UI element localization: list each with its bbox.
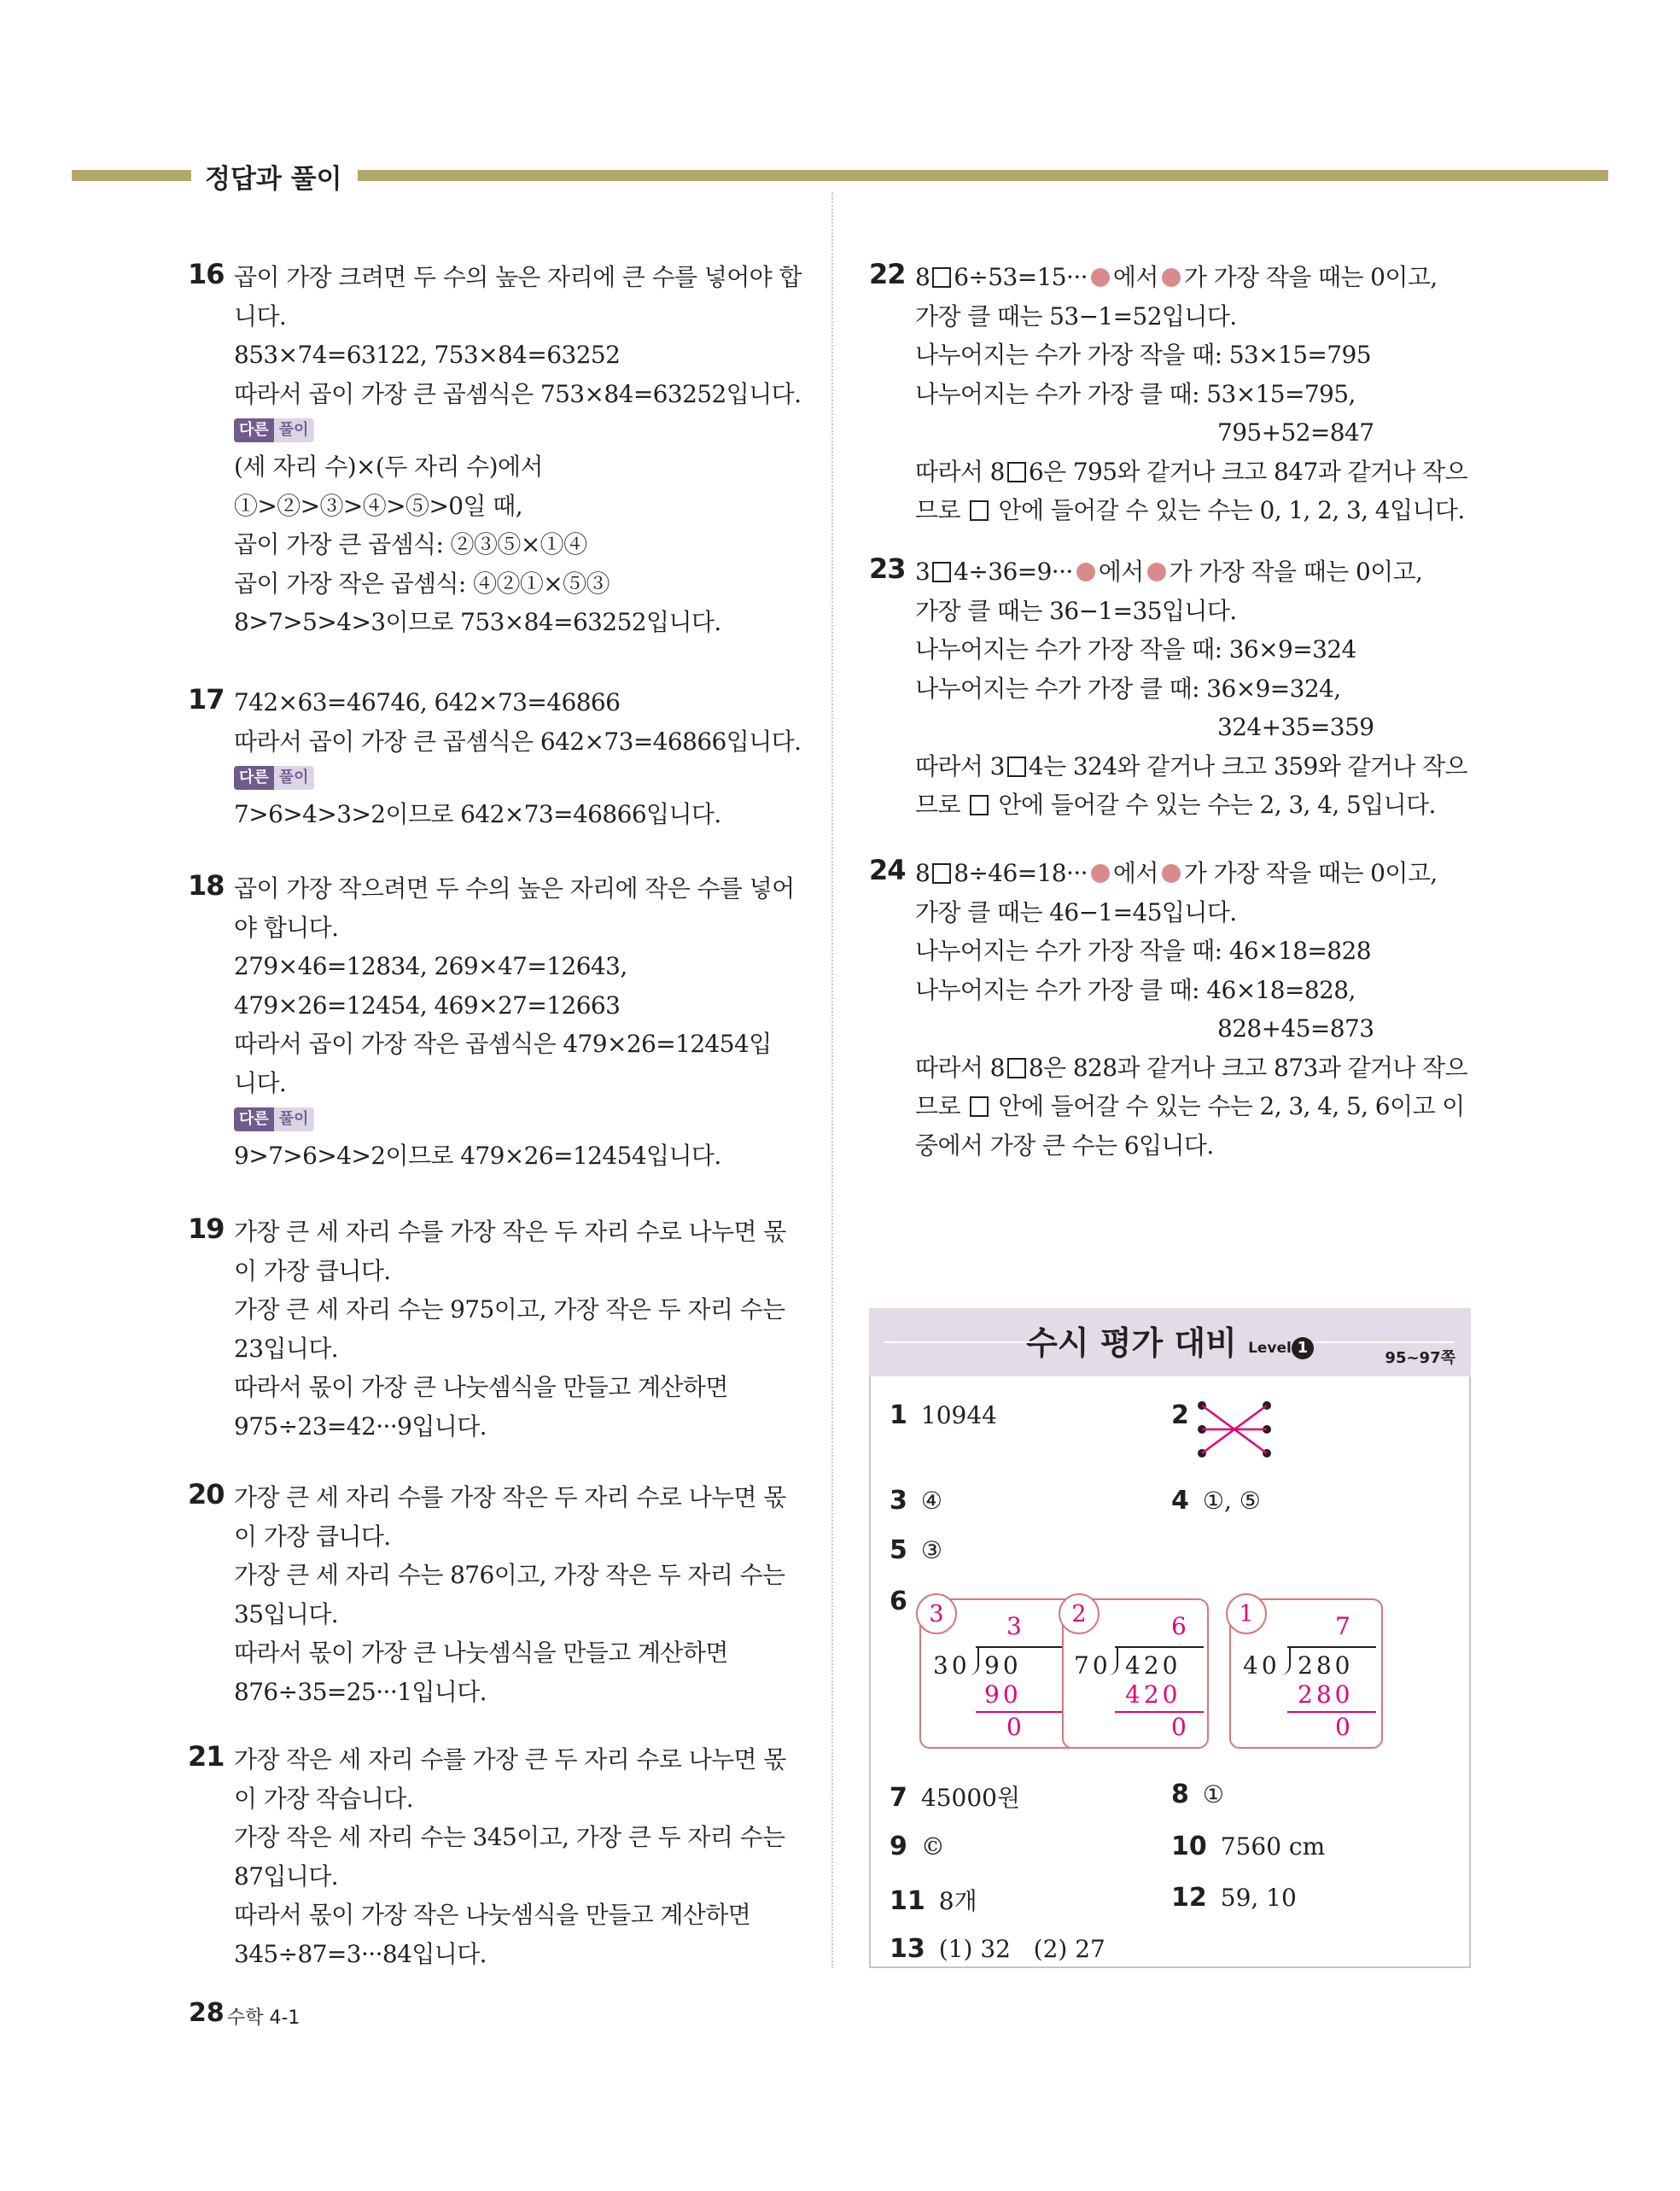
problem-line: 곱이 가장 큰 곱셈식: ②③⑤×①④ [234, 530, 587, 558]
division-box-3 [1229, 1598, 1383, 1749]
problem-line: 따라서 곱이 가장 큰 곱셈식은 642×73=46866입니다. [234, 727, 802, 756]
product: 420 [1125, 1680, 1181, 1709]
header-bar-right [358, 170, 1608, 181]
answer-value: 10944 [920, 1401, 997, 1429]
problem-17 [188, 683, 849, 834]
problem-line: 야 합니다. [234, 913, 339, 942]
problem-line: 479×26=12454, 469×27=12663 [234, 990, 621, 1020]
product: 280 [1298, 1680, 1354, 1709]
blank-box [970, 795, 989, 815]
answer-number: 11 [890, 1886, 925, 1916]
remainder-dot [1147, 563, 1166, 581]
problem-line: 이 가장 작습니다. [234, 1784, 414, 1813]
answer-number: 3 [890, 1486, 907, 1516]
problem-line: 345÷87=3···84입니다. [234, 1939, 487, 1968]
answer-number: 2 [1171, 1400, 1189, 1430]
remainder-dot [1162, 864, 1181, 883]
answer-12 [1171, 1883, 1297, 1913]
problem-line: 나누어지는 수가 가장 클 때: 53×15=795, [915, 379, 1356, 408]
problem-line: 따라서 곱이 가장 큰 곱셈식은 753×84=63252입니다. [234, 379, 802, 408]
division-box-2 [1062, 1598, 1209, 1749]
blank-box [970, 1096, 989, 1117]
problem-line [915, 854, 1530, 893]
problem-number: 21 [188, 1740, 225, 1773]
dividend: 280 [1298, 1651, 1354, 1680]
text: 므로 [915, 496, 960, 524]
alt-solution-badge [234, 418, 314, 442]
text: 8 [915, 263, 930, 291]
panel-page-range: 95~97쪽 [1385, 1349, 1455, 1367]
problem-line [915, 1087, 1530, 1126]
problem-line: 가장 클 때는 36−1=35입니다. [915, 596, 1237, 625]
answer-5 [890, 1535, 942, 1565]
problem-line: 324+35=359 [1217, 713, 1374, 741]
problem-line: 따라서 몫이 가장 큰 나눗셈식을 만들고 계산하면 [234, 1639, 728, 1667]
text: 8 [915, 859, 930, 887]
answer-10 [1171, 1832, 1325, 1861]
problem-line: ①>②>③>④>⑤>0일 때, [234, 491, 523, 520]
division-bracket [969, 1646, 979, 1675]
division-bar [1287, 1646, 1376, 1648]
blank-box [932, 863, 951, 884]
problem-21 [188, 1740, 849, 1973]
problem-line: 795+52=847 [1217, 418, 1374, 447]
problem-line [915, 491, 1530, 530]
dividend: 420 [1125, 1651, 1181, 1680]
problem-line: 828+45=873 [1217, 1014, 1374, 1043]
divisor: 30 [933, 1651, 971, 1680]
text: 안에 들어갈 수 있는 수는 0, 1, 2, 3, 4입니다. [998, 496, 1465, 524]
problem-23 [869, 552, 1530, 825]
alt-solution-badge [234, 1107, 314, 1131]
text: 8은 828과 같거나 크고 873과 같거나 작으 [1028, 1053, 1467, 1082]
problem-19 [188, 1212, 849, 1446]
footer-book-title: 수학 4-1 [227, 2007, 300, 2029]
problem-line [915, 258, 1530, 297]
problem-line: 따라서 곱이 가장 작은 곱셈식은 479×26=12454입 [234, 1030, 772, 1058]
answer-value: 8개 [938, 1887, 977, 1915]
problem-line: 곱이 가장 작으려면 두 수의 높은 자리에 작은 수를 넣어 [234, 874, 795, 903]
remainder: 0 [1335, 1713, 1354, 1741]
problem-line: 87입니다. [234, 1861, 339, 1890]
blank-box [1007, 757, 1026, 777]
remainder-dot [1091, 268, 1110, 287]
badge-right: 풀이 [274, 1107, 314, 1131]
problem-line: 가장 큰 세 자리 수는 975이고, 가장 작은 두 자리 수는 [234, 1295, 785, 1323]
text: 므로 [915, 1092, 960, 1120]
text: 6÷53=15··· [954, 263, 1088, 291]
text: 에서 [1098, 558, 1144, 586]
problem-number: 23 [869, 552, 906, 585]
panel-title [869, 1317, 1471, 1364]
dividend: 90 [984, 1651, 1022, 1680]
blank-box [1007, 1058, 1026, 1078]
remainder-dot [1076, 563, 1095, 581]
problem-line: 가장 큰 세 자리 수를 가장 작은 두 자리 수로 나누면 몫 [234, 1483, 786, 1511]
page-header-title: 정답과 풀이 [205, 164, 342, 195]
problem-line: 7>6>4>3>2이므로 642×73=46866입니다. [234, 800, 721, 828]
level-number: 1 [1292, 1337, 1314, 1359]
problem-line [915, 453, 1530, 492]
answer-3 [890, 1486, 942, 1516]
problem-line [915, 1049, 1530, 1088]
blank-box [970, 500, 989, 521]
problem-18 [188, 869, 849, 1176]
problem-line: 니다. [234, 1068, 287, 1097]
divisor: 70 [1074, 1651, 1111, 1680]
answer-value: ①, ⑤ [1202, 1487, 1261, 1515]
problem-number: 24 [869, 854, 906, 886]
remainder: 0 [1171, 1713, 1190, 1741]
text: 안에 들어갈 수 있는 수는 2, 3, 4, 5입니다. [998, 791, 1436, 819]
level-label: Level [1248, 1340, 1292, 1357]
text: 에서 [1112, 263, 1158, 291]
text: 가 가장 작을 때는 0이고, [1183, 263, 1438, 291]
problem-number: 22 [869, 258, 906, 290]
answer-number: 12 [1171, 1883, 1207, 1913]
problem-line: 가장 클 때는 46−1=45입니다. [915, 897, 1237, 926]
problem-line: 742×63=46746, 642×73=46866 [234, 688, 621, 716]
problem-number: 20 [188, 1478, 225, 1510]
subtraction-bar [1287, 1711, 1376, 1713]
problem-line: 가장 작은 세 자리 수를 가장 큰 두 자리 수로 나누면 몫 [234, 1745, 786, 1773]
problem-line: 나누어지는 수가 가장 작을 때: 36×9=324 [915, 635, 1356, 663]
badge-left: 다른 [234, 1107, 274, 1131]
problem-24 [869, 854, 1530, 1165]
division-bar [1115, 1646, 1204, 1648]
problem-line: 곱이 가장 크려면 두 수의 높은 자리에 큰 수를 넣어야 합 [234, 263, 802, 291]
problem-line: 따라서 몫이 가장 큰 나눗셈식을 만들고 계산하면 [234, 1373, 728, 1401]
badge-right: 풀이 [274, 766, 314, 790]
answer-number: 5 [890, 1535, 907, 1565]
remainder-dot [1162, 268, 1181, 287]
answer-value: ④ [920, 1487, 942, 1515]
badge-left: 다른 [234, 766, 274, 790]
tag-circle: 3 [916, 1593, 957, 1634]
answer-number: 13 [890, 1934, 925, 1964]
text: 따라서 8 [915, 457, 1005, 486]
problem-line: 가장 작은 세 자리 수는 345이고, 가장 큰 두 자리 수는 [234, 1823, 785, 1851]
problem-20 [188, 1478, 849, 1711]
problem-line: 나누어지는 수가 가장 작을 때: 53×15=795 [915, 341, 1371, 369]
problem-number: 17 [188, 683, 225, 716]
problem-line: 279×46=12834, 269×47=12643, [234, 952, 627, 980]
text: 3 [915, 558, 930, 586]
answer-value: © [920, 1832, 945, 1861]
answer-panel-header [869, 1308, 1471, 1376]
problem-line: 곱이 가장 작은 곱셈식: ④②①×⑤③ [234, 569, 610, 598]
text: 따라서 3 [915, 751, 1005, 780]
answer-number: 7 [890, 1783, 907, 1813]
answer-8 [1171, 1779, 1224, 1809]
tag-circle: 1 [1226, 1593, 1267, 1634]
blank-box [932, 562, 951, 582]
answer-13 [890, 1934, 1105, 1964]
problem-line: (세 자리 수)×(두 자리 수)에서 [234, 453, 543, 481]
problem-line: 나누어지는 수가 가장 작을 때: 46×18=828 [915, 937, 1371, 965]
problem-line: 가장 큰 세 자리 수를 가장 작은 두 자리 수로 나누면 몫 [234, 1218, 786, 1246]
answer-number: 4 [1171, 1486, 1189, 1516]
remainder-dot [1091, 864, 1110, 883]
quotient: 7 [1335, 1612, 1354, 1640]
header-bar-left [72, 170, 191, 181]
panel-title-text: 수시 평가 대비 [1026, 1324, 1237, 1362]
answer-value: ③ [920, 1536, 942, 1564]
answer-9 [890, 1832, 945, 1861]
problem-line: 8>7>5>4>3이므로 753×84=63252입니다. [234, 608, 721, 636]
alt-solution-badge [234, 766, 314, 790]
division-bracket [1280, 1646, 1291, 1675]
problem-line [915, 786, 1530, 825]
problem-number: 18 [188, 869, 225, 902]
problem-line: 나누어지는 수가 가장 클 때: 46×18=828, [915, 975, 1356, 1004]
answer-value: (1) 32 (2) 27 [938, 1935, 1105, 1963]
subtraction-bar [1115, 1711, 1204, 1713]
problem-line: 가장 큰 세 자리 수는 876이고, 가장 작은 두 자리 수는 [234, 1561, 785, 1589]
division-bar [976, 1646, 1066, 1648]
blank-box [1007, 462, 1026, 482]
problem-line: 23입니다. [234, 1334, 339, 1363]
problem-line: 9>7>6>4>2이므로 479×26=12454입니다. [234, 1142, 721, 1170]
problem-line [915, 552, 1530, 592]
text: 4는 324와 같거나 크고 359와 같거나 작으 [1028, 751, 1467, 780]
tag-circle: 2 [1059, 1593, 1100, 1634]
answer-11 [890, 1883, 977, 1917]
answer-value: 7560 cm [1220, 1832, 1326, 1861]
text: 4÷36=9··· [954, 558, 1073, 586]
matching-diagram [1195, 1399, 1274, 1460]
text: 6은 795와 같거나 크고 847과 같거나 작으 [1028, 457, 1467, 486]
text: 8÷46=18··· [954, 859, 1088, 887]
problem-line: 니다. [234, 301, 287, 330]
problem-line: 따라서 몫이 가장 작은 나눗셈식을 만들고 계산하면 [234, 1901, 751, 1929]
text: 따라서 8 [915, 1053, 1005, 1082]
remainder: 0 [1006, 1713, 1025, 1741]
badge-left: 다른 [234, 418, 274, 442]
problem-line: 853×74=63122, 753×84=63252 [234, 341, 621, 369]
problem-line [915, 747, 1530, 786]
text: 가 가장 작을 때는 0이고, [1169, 558, 1423, 586]
problem-line: 이 가장 큽니다. [234, 1256, 391, 1285]
answer-number: 1 [890, 1400, 907, 1430]
answer-value: 45000원 [920, 1784, 1020, 1812]
problem-line: 이 가장 큽니다. [234, 1522, 391, 1551]
answer-1 [890, 1400, 997, 1430]
answer-number: 10 [1171, 1832, 1207, 1861]
answer-4 [1171, 1486, 1261, 1516]
blank-box [932, 267, 951, 288]
divisor: 40 [1243, 1651, 1280, 1680]
problem-line: 35입니다. [234, 1599, 339, 1628]
problem-line: 975÷23=42···9입니다. [234, 1411, 487, 1440]
product: 90 [984, 1680, 1022, 1709]
problem-line: 나누어지는 수가 가장 클 때: 36×9=324, [915, 674, 1341, 703]
problem-22 [869, 258, 1530, 530]
text: 므로 [915, 791, 960, 819]
answer-value: 59, 10 [1220, 1884, 1297, 1912]
problem-16 [188, 258, 849, 642]
text: 안에 들어갈 수 있는 수는 2, 3, 4, 5, 6이고 이 [998, 1092, 1465, 1120]
problem-line: 중에서 가장 큰 수는 6입니다. [915, 1131, 1214, 1160]
problem-line: 가장 클 때는 53−1=52입니다. [915, 301, 1237, 330]
answer-7 [890, 1779, 1020, 1814]
answer-number: 6 [890, 1586, 907, 1616]
problem-number: 16 [188, 258, 225, 290]
text: 가 가장 작을 때는 0이고, [1183, 859, 1438, 887]
problem-line: 876÷35=25···1입니다. [234, 1677, 487, 1706]
page-number: 28 [189, 1998, 225, 2028]
badge-right: 풀이 [274, 418, 314, 442]
quotient: 3 [1006, 1612, 1025, 1640]
answer-value: ① [1202, 1780, 1224, 1808]
answer-number: 8 [1171, 1779, 1189, 1809]
problem-number: 19 [188, 1212, 225, 1245]
quotient: 6 [1171, 1612, 1190, 1640]
answer-number: 9 [890, 1832, 907, 1861]
text: 에서 [1112, 859, 1158, 887]
